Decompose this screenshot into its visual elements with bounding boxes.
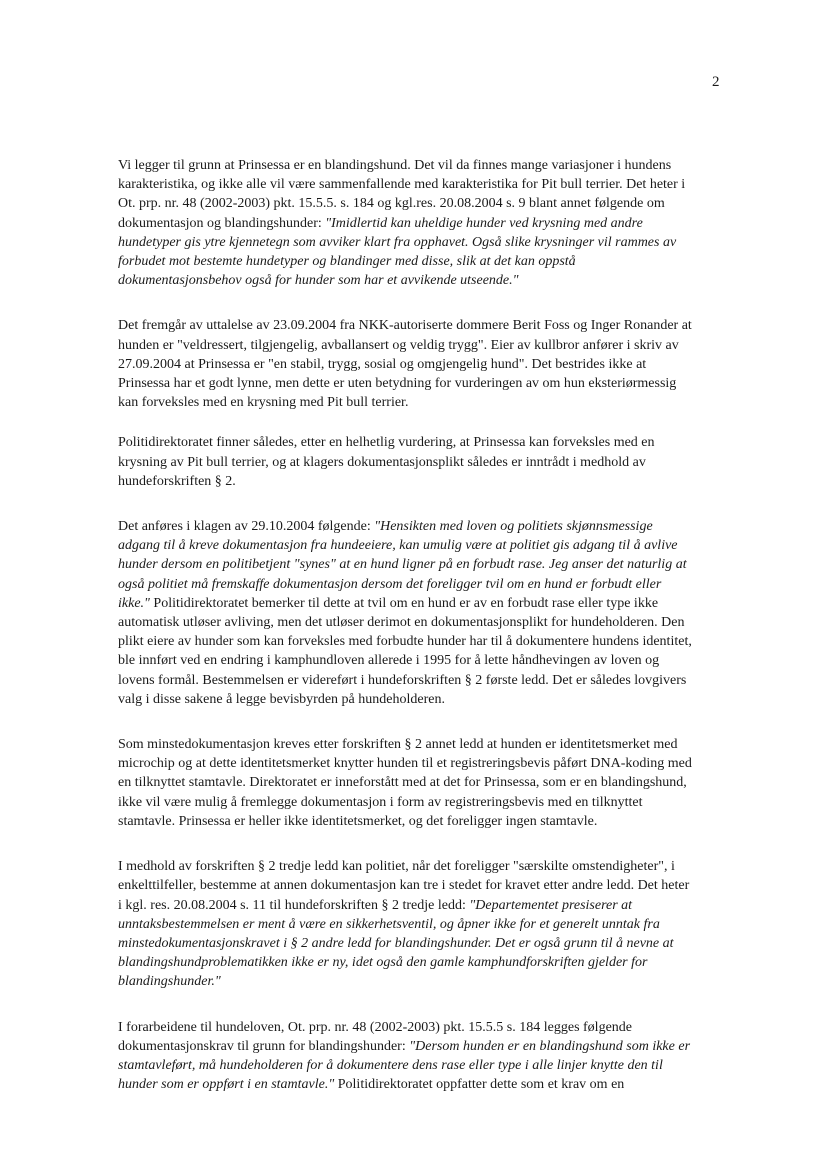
paragraph-text: Politidirektoratet bemerker til dette at tvil om en hund er av en forbudt rase eller type ikke automatisk utløser avliving, men det utløser derimot en dokumentasjonsplikt for hundeholderen. Den plikt eiere av hunder som kan forveksles med forbudte hunder har til å dokumentere hundens identitet, ble innført ved en endring i kamphundloven allerede i 1995 for å lette håndhevingen av loven og lovens formål. Bestemmelsen er videreført i hundeforskriften § 2 første ledd. Det er således lovgivers valg i disse sakene å legge bevisbyrden på hundeholderen. (118, 595, 692, 707)
letter-body (118, 156, 696, 1115)
paragraph-text: Vi legger til grunn at Prinsessa er en blandingshund. Det vil da finnes mange variasjoner i hundens karakteristika, og ikke alle vil være sammenfallende med karakteristika for Pit bull terrier. Det heter i Ot. prp. nr. 48 (2002-2003) pkt. 15.5.5. s. 184 og kgl.res. 20.08.2004 s. 9 blant annet følgende om dokumentasjon og blandingshunder: (118, 158, 686, 231)
paragraph-special-circumstances (118, 857, 696, 991)
paragraph-text: Som minstedokumentasjon kreves etter forskriften § 2 annet ledd at hunden er identitetsmerket med microchip og at dette identitetsmerket knytter hunden til et registreringsbevis påført DNA-koding med en tilknyttet stamtavle. Direktoratet er inneforstått med at det for Prinsessa, som er en blandingshund, ikke vil være mulig å fremlegge dokumentasjon i form av registreringsbevis med en tilknyttet stamtavle. Prinsessa er heller ikke identitetsmerket, og det foreligger ingen stamtavle. (118, 737, 692, 829)
paragraph-text: I medhold av forskriften § 2 tredje ledd kan politiet, når det foreligger "særskilte omstendigheter", i enkelttilfeller, bestemme at annen dokumentasjon kan tre i stedet for kravet etter andre ledd. Det heter i kgl. res. 20.08.2004 s. 11 til hundeforskriften § 2 tredje ledd: (118, 859, 690, 913)
page-number: 2 (712, 74, 720, 90)
quote-text: "Hensikten med loven og politiets skjønnsmessige adgang til å kreve dokumentasjon fra hundeeiere, kan umulig være at politiet gis adgang til å avlive hunder dersom en politibetjent "synes" at en hund ligner på en forbudt rase. Jeg anser det naturlig at også politiet må fremskaffe dokumentasjon dersom det foreligger tvil om en hund er forbudt eller ikke." (118, 519, 687, 611)
paragraph-text: Politidirektoratet oppfatter dette som et krav om en (334, 1077, 625, 1093)
paragraph-conclusion (118, 433, 696, 491)
paragraph-temperament (118, 316, 696, 412)
paragraph-text: Det anføres i klagen av 29.10.2004 følgende: (118, 519, 375, 535)
quote-text: "Imidlertid kan uheldige hunder ved krysning med andre hundetyper gis ytre kjennetegn som avviker klart fra opphavet. Også slike krysninger vil rammes av forbudet mot bestemte hundetyper og blandinger med disse, slik at det kan oppstå dokumentasjonsbehov også for hunder som har et avvikende utseende." (118, 215, 677, 289)
paragraph-text: Politidirektoratet finner således, etter en helhetlig vurdering, at Prinsessa kan forveksles med en krysning av Pit bull terrier, og at klagers dokumentasjonsplikt således er inntrådt i medhold av hundeforskriften § 2. (118, 435, 655, 489)
paragraph-text: Det fremgår av uttalelse av 23.09.2004 fra NKK-autoriserte dommere Berit Foss og Inger Ronander at hunden er "veldressert, tilgjengelig, avballansert og veldig trygg". Eier av kullbror anfører i skriv av 27.09.2004 at Prinsessa er "en stabil, trygg, sosial og omgjengelig hund". Det bestrides ikke at Prinsessa har et godt lynne, men dette er uten betydning for vurderingen av om hun eksteriørmessig kan forveksles med en krysning med Pit bull terrier. (118, 318, 692, 411)
paragraph-text: I forarbeidene til hundeloven, Ot. prp. nr. 48 (2002-2003) pkt. 15.5.5 s. 184 legges følgende dokumentasjonskrav til grunn for blandingshunder: (118, 1019, 633, 1054)
paragraph-mixed-breed (118, 156, 696, 290)
paragraph-complaint (118, 517, 696, 709)
quote-text: "Dersom hunden er en blandingshund som ikke er stamtavleført, må hundeholderen for å dokumentere dens rase eller type i alle linjer knytte den til hunder som er oppført i en stamtavle." (118, 1038, 691, 1093)
paragraph-minimum-documentation (118, 735, 696, 831)
quote-text: "Departementet presiserer at unntaksbestemmelsen er ment å være en sikkerhetsventil, og åpner ikke for et generelt unntak fra minstedokumentasjonskravet i § 2 andre ledd for blandingshunder. Det er også grunn til å nevne at blandingshundproblematikken ikke er ny, idet også den gamle kamphundforskriften gjelder for blandingshunder." (118, 897, 674, 990)
paragraph-preparatory-works (118, 1018, 696, 1095)
